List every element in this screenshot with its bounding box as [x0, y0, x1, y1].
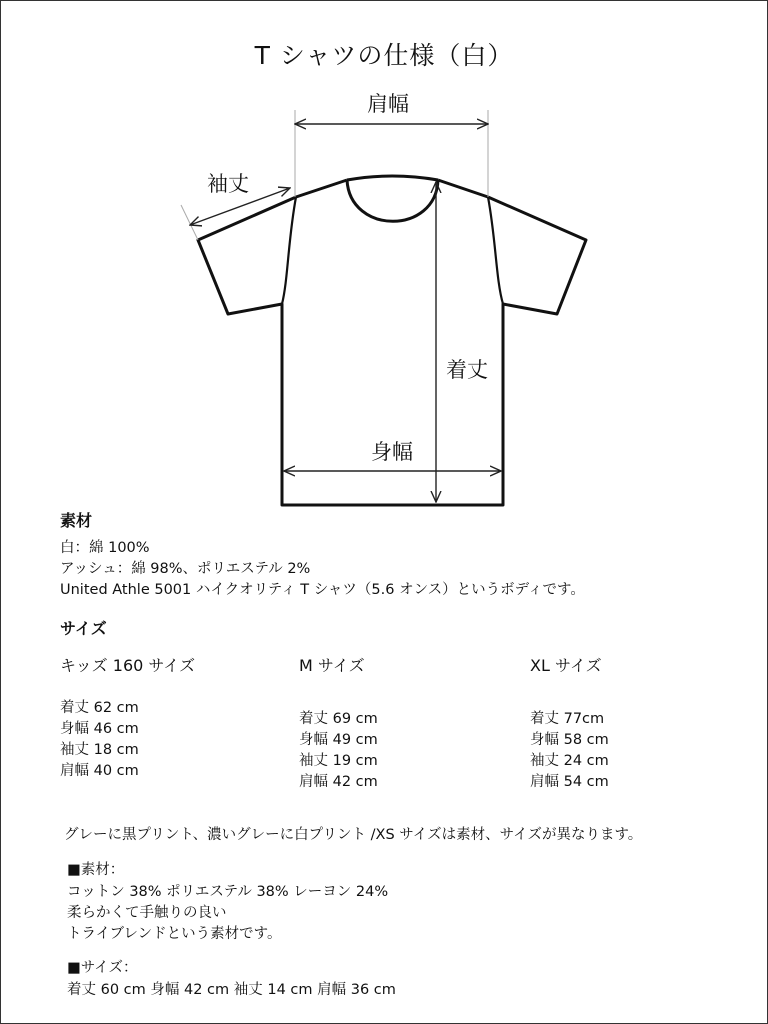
xs-size-heading: ■サイズ：	[67, 960, 138, 976]
m-body-width: 身幅 49 cm	[299, 732, 378, 748]
material-heading: 素材	[60, 511, 93, 530]
m-body-length: 着丈 69 cm	[299, 711, 378, 727]
print-note: グレーに黒プリント、濃いグレーに白プリント /XS サイズは素材、サイズが異なります。	[64, 827, 643, 843]
size-column-m-title: M サイズ	[299, 656, 365, 675]
xl-sleeve-length: 袖丈 24 cm	[530, 753, 609, 769]
sleeve-length-label: 袖丈	[207, 172, 249, 196]
xs-size-line: 着丈 60 cm 身幅 42 cm 袖丈 14 cm 肩幅 36 cm	[67, 982, 396, 998]
kids-shoulder-width: 肩幅 40 cm	[60, 763, 139, 779]
xs-material-heading: ■素材：	[67, 862, 125, 878]
xl-body-width: 身幅 58 cm	[530, 732, 609, 748]
kids-sleeve-length: 袖丈 18 cm	[60, 742, 139, 758]
shoulder-width-label: 肩幅	[367, 92, 409, 116]
body-width-label: 身幅	[371, 440, 413, 464]
page-title: T シャツの仕様（白）	[254, 41, 514, 70]
m-shoulder-width: 肩幅 42 cm	[299, 774, 378, 790]
material-line-white: 白：綿 100%	[60, 540, 150, 556]
m-sleeve-length: 袖丈 19 cm	[299, 753, 378, 769]
kids-body-length: 着丈 62 cm	[60, 700, 139, 716]
material-line-ash: アッシュ：綿 98%、ポリエステル 2%	[60, 561, 311, 577]
size-heading: サイズ	[60, 619, 107, 638]
xl-shoulder-width: 肩幅 54 cm	[530, 774, 609, 790]
xs-material-line-3: トライブレンドという素材です。	[67, 926, 282, 942]
xl-body-length: 着丈 77cm	[530, 711, 605, 727]
size-column-xl-title: XL サイズ	[530, 656, 602, 675]
body-length-label: 着丈	[446, 358, 488, 382]
xs-material-line-1: コットン 38% ポリエステル 38% レーヨン 24%	[67, 884, 389, 900]
kids-body-width: 身幅 46 cm	[60, 721, 139, 737]
size-column-kids-title: キッズ 160 サイズ	[60, 656, 196, 675]
material-line-body: United Athle 5001 ハイクオリティ T シャツ（5.6 オンス）というボディです。	[60, 582, 585, 598]
xs-material-line-2: 柔らかくて手触りの良い	[67, 905, 227, 921]
